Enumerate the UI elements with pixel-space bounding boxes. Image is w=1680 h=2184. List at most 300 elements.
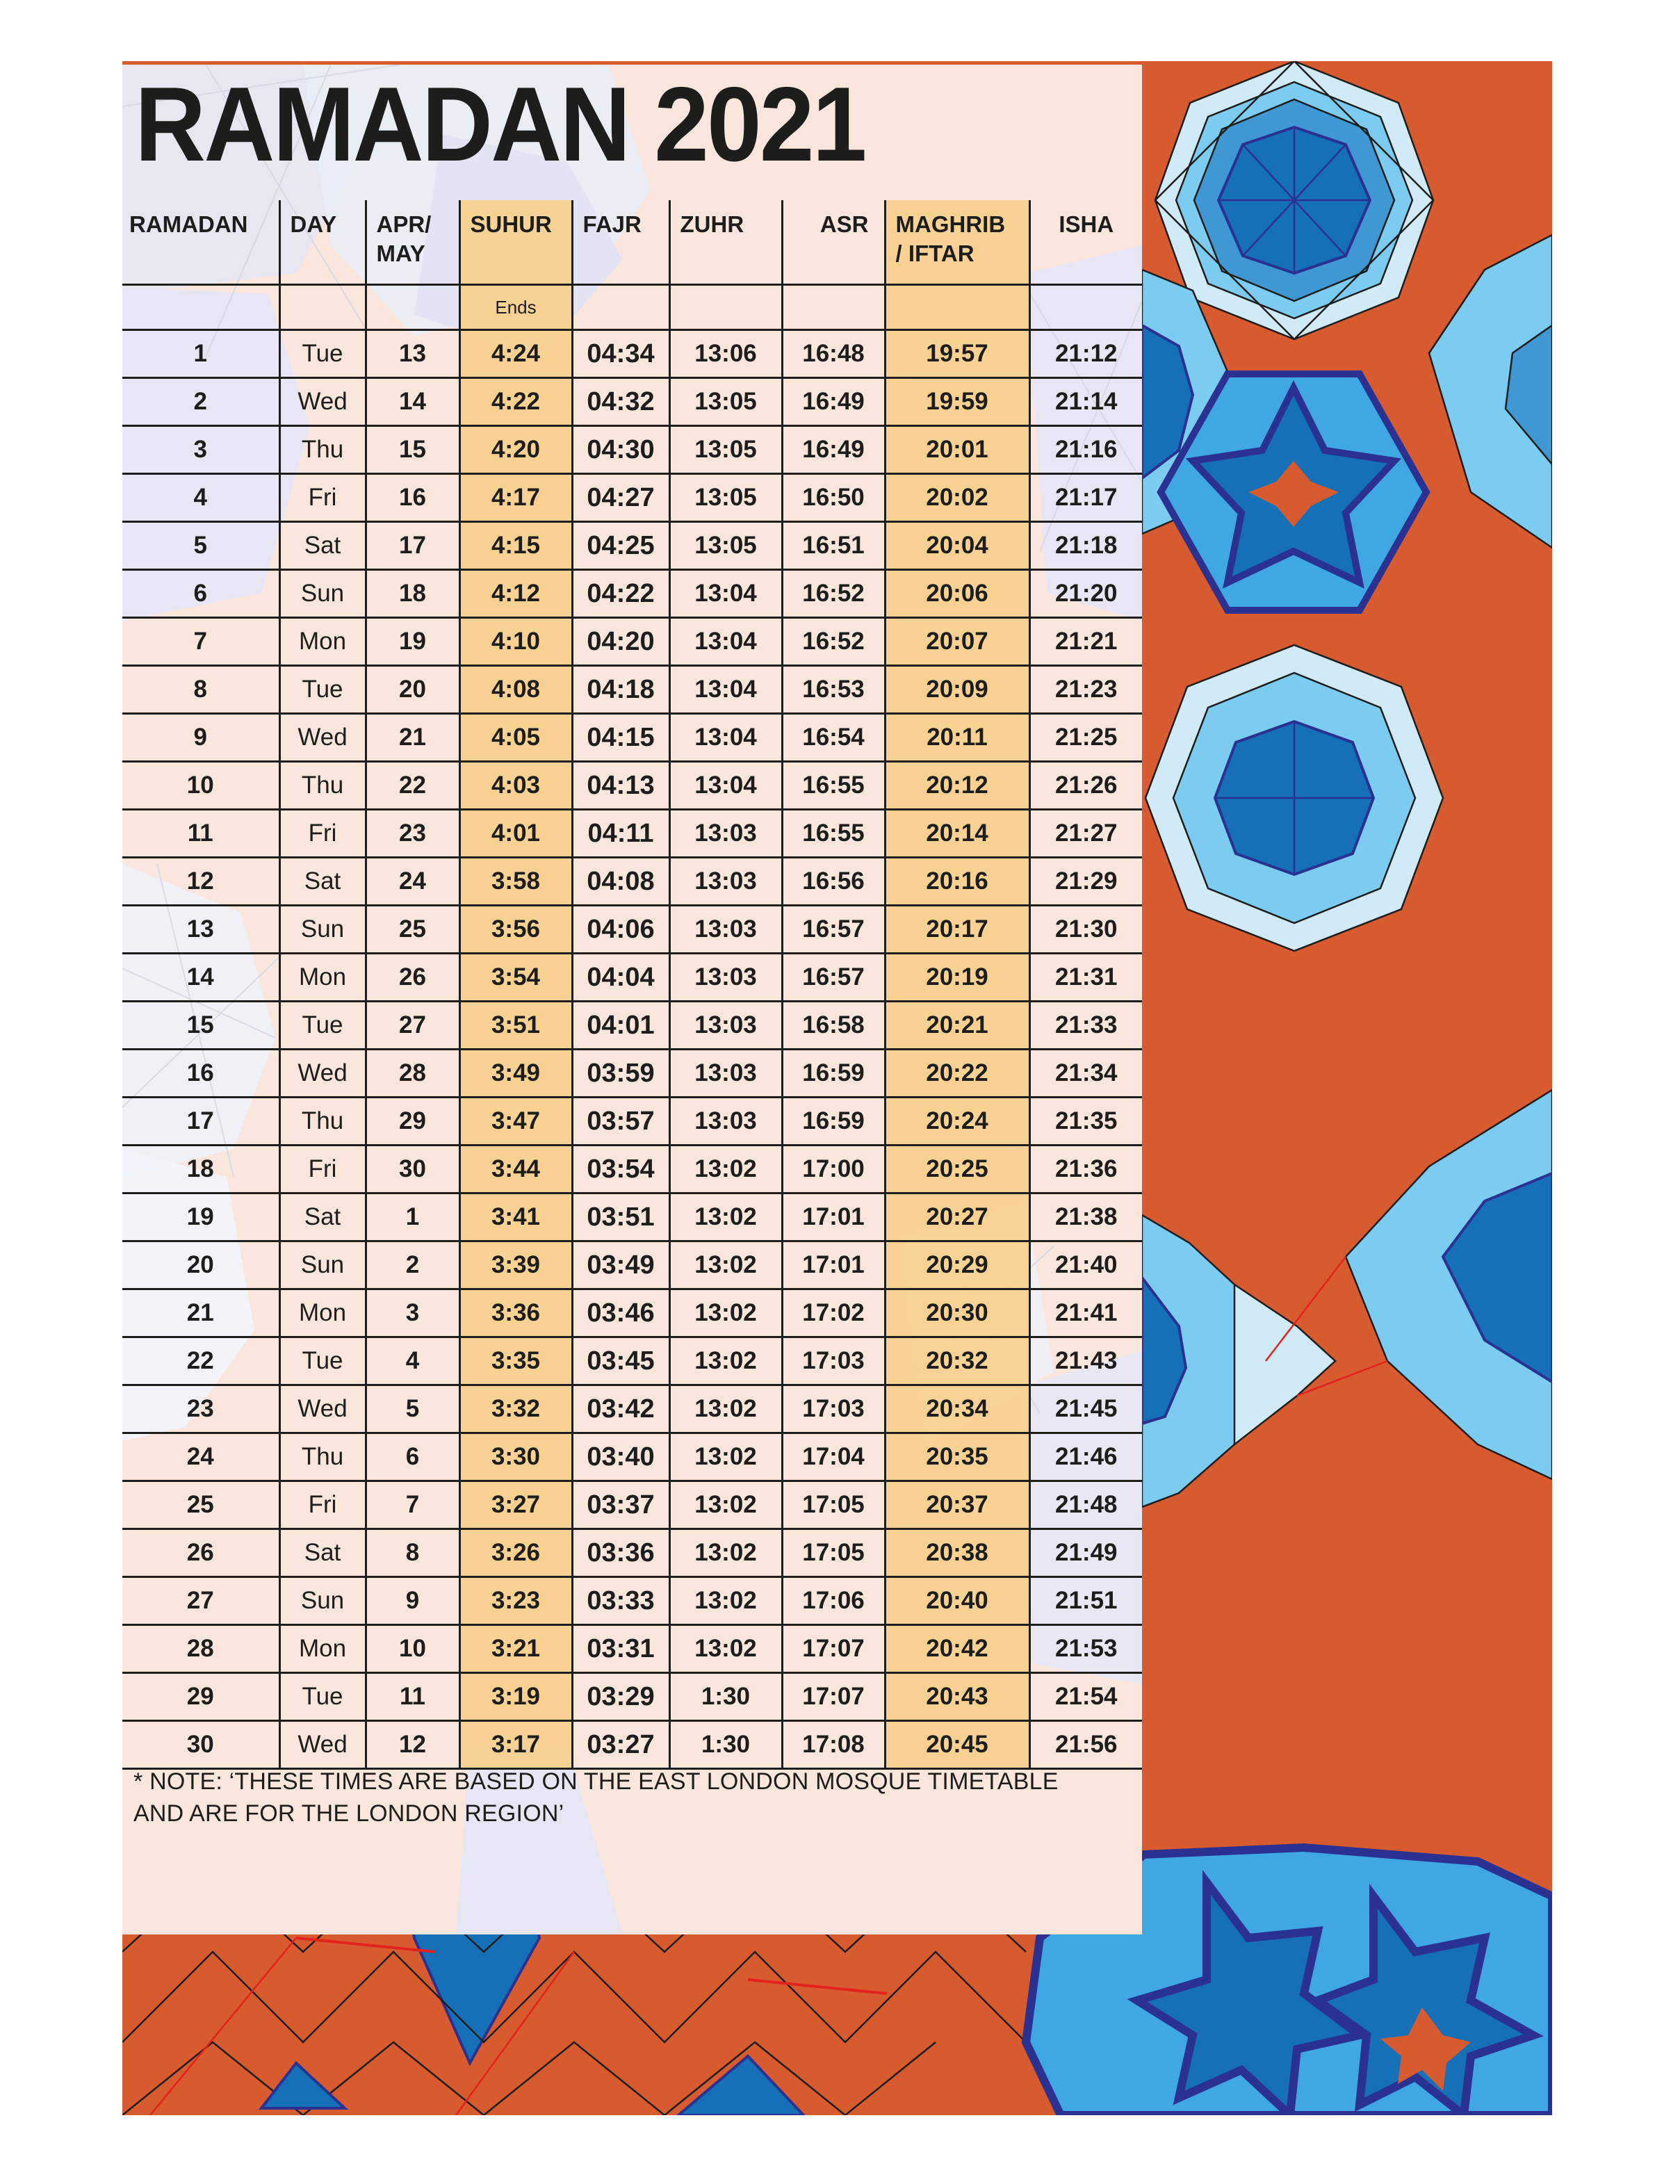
date-cell: 28 <box>366 1050 459 1098</box>
asr-time-cell: 16:53 <box>782 666 885 714</box>
suhur-ends-label: Ends <box>459 285 572 330</box>
weekday-cell: Sat <box>279 1529 366 1577</box>
header-maghrib-iftar <box>885 200 1029 285</box>
timetable-body <box>122 330 1142 1769</box>
zuhr-time-cell: 13:02 <box>669 1433 782 1481</box>
weekday-cell: Fri <box>279 474 366 522</box>
ramadan-day-cell: 11 <box>122 810 279 858</box>
ramadan-day-cell: 19 <box>122 1193 279 1241</box>
isha-time-cell: 21:29 <box>1029 858 1142 906</box>
weekday-cell: Wed <box>279 1050 366 1098</box>
weekday-cell: Tue <box>279 1002 366 1050</box>
asr-time-cell: 17:08 <box>782 1721 885 1769</box>
zuhr-time-cell: 13:03 <box>669 1098 782 1146</box>
ramadan-day-cell: 8 <box>122 666 279 714</box>
isha-time-cell: 21:26 <box>1029 762 1142 810</box>
asr-time-cell: 16:57 <box>782 906 885 954</box>
isha-time-cell: 21:46 <box>1029 1433 1142 1481</box>
fajr-time-cell: 03:42 <box>572 1385 669 1433</box>
maghrib-iftar-time-cell: 20:43 <box>885 1673 1029 1721</box>
weekday-cell: Sun <box>279 1241 366 1289</box>
suhur-time-cell: 4:03 <box>459 762 572 810</box>
fajr-time-cell: 04:22 <box>572 570 669 618</box>
zuhr-time-cell: 13:04 <box>669 714 782 762</box>
weekday-cell: Fri <box>279 810 366 858</box>
table-row <box>122 1337 1142 1385</box>
ramadan-day-cell: 10 <box>122 762 279 810</box>
suhur-time-cell: 4:01 <box>459 810 572 858</box>
maghrib-iftar-time-cell: 20:25 <box>885 1146 1029 1193</box>
date-cell: 5 <box>366 1385 459 1433</box>
ramadan-day-cell: 21 <box>122 1289 279 1337</box>
date-cell: 7 <box>366 1481 459 1529</box>
date-cell: 19 <box>366 618 459 666</box>
asr-time-cell: 16:55 <box>782 762 885 810</box>
footnote-line2: AND ARE FOR THE LONDON REGION’ <box>133 1800 564 1827</box>
ramadan-day-cell: 13 <box>122 906 279 954</box>
date-cell: 24 <box>366 858 459 906</box>
isha-time-cell: 21:49 <box>1029 1529 1142 1577</box>
table-row <box>122 330 1142 378</box>
ramadan-day-cell: 25 <box>122 1481 279 1529</box>
asr-time-cell: 17:04 <box>782 1433 885 1481</box>
asr-time-cell: 17:05 <box>782 1481 885 1529</box>
fajr-time-cell: 03:45 <box>572 1337 669 1385</box>
isha-time-cell: 21:54 <box>1029 1673 1142 1721</box>
maghrib-iftar-time-cell: 20:42 <box>885 1625 1029 1673</box>
rosette-top <box>1155 61 1433 339</box>
isha-time-cell: 21:53 <box>1029 1625 1142 1673</box>
asr-time-cell: 16:50 <box>782 474 885 522</box>
maghrib-iftar-time-cell: 20:24 <box>885 1098 1029 1146</box>
ramadan-day-cell: 26 <box>122 1529 279 1577</box>
zuhr-time-cell: 1:30 <box>669 1673 782 1721</box>
suhur-time-cell: 4:10 <box>459 618 572 666</box>
header-zuhr: ZUHR <box>669 200 782 285</box>
zuhr-time-cell: 13:02 <box>669 1193 782 1241</box>
table-row <box>122 1289 1142 1337</box>
isha-time-cell: 21:12 <box>1029 330 1142 378</box>
ramadan-day-cell: 30 <box>122 1721 279 1769</box>
header-maghrib-line2: / IFTAR <box>895 241 974 266</box>
weekday-cell: Sat <box>279 858 366 906</box>
date-cell: 1 <box>366 1193 459 1241</box>
suhur-time-cell: 3:30 <box>459 1433 572 1481</box>
fajr-time-cell: 04:11 <box>572 810 669 858</box>
maghrib-iftar-time-cell: 20:17 <box>885 906 1029 954</box>
table-row <box>122 954 1142 1002</box>
weekday-cell: Thu <box>279 1433 366 1481</box>
date-cell: 14 <box>366 378 459 426</box>
header-day: DAY <box>279 200 366 285</box>
footnote-line1: * NOTE: ‘THESE TIMES ARE BASED ON THE EAST LONDON MOSQUE TIMETABLE <box>133 1768 1059 1795</box>
footnote <box>133 1766 1134 1829</box>
header-date <box>366 200 459 285</box>
suhur-time-cell: 4:22 <box>459 378 572 426</box>
date-cell: 16 <box>366 474 459 522</box>
date-cell: 6 <box>366 1433 459 1481</box>
table-row <box>122 1625 1142 1673</box>
date-cell: 20 <box>366 666 459 714</box>
zuhr-time-cell: 13:03 <box>669 858 782 906</box>
table-row <box>122 1529 1142 1577</box>
asr-time-cell: 17:03 <box>782 1337 885 1385</box>
fajr-time-cell: 04:32 <box>572 378 669 426</box>
fajr-time-cell: 03:31 <box>572 1625 669 1673</box>
fajr-time-cell: 03:40 <box>572 1433 669 1481</box>
suhur-time-cell: 3:47 <box>459 1098 572 1146</box>
maghrib-iftar-time-cell: 20:04 <box>885 522 1029 570</box>
asr-time-cell: 16:51 <box>782 522 885 570</box>
maghrib-iftar-time-cell: 20:06 <box>885 570 1029 618</box>
weekday-cell: Sun <box>279 570 366 618</box>
fajr-time-cell: 03:54 <box>572 1146 669 1193</box>
date-cell: 9 <box>366 1577 459 1625</box>
date-cell: 18 <box>366 570 459 618</box>
asr-time-cell: 16:52 <box>782 570 885 618</box>
table-row <box>122 522 1142 570</box>
maghrib-iftar-time-cell: 20:01 <box>885 426 1029 474</box>
table-row <box>122 1146 1142 1193</box>
fajr-time-cell: 04:34 <box>572 330 669 378</box>
isha-time-cell: 21:56 <box>1029 1721 1142 1769</box>
table-row <box>122 1433 1142 1481</box>
suhur-time-cell: 3:56 <box>459 906 572 954</box>
weekday-cell: Mon <box>279 618 366 666</box>
zuhr-time-cell: 13:02 <box>669 1577 782 1625</box>
suhur-time-cell: 3:19 <box>459 1673 572 1721</box>
zuhr-time-cell: 13:03 <box>669 954 782 1002</box>
suhur-time-cell: 3:51 <box>459 1002 572 1050</box>
header-row <box>122 200 1142 285</box>
subheader-cell <box>1029 285 1142 330</box>
isha-time-cell: 21:40 <box>1029 1241 1142 1289</box>
isha-time-cell: 21:21 <box>1029 618 1142 666</box>
zuhr-time-cell: 1:30 <box>669 1721 782 1769</box>
maghrib-iftar-time-cell: 20:16 <box>885 858 1029 906</box>
table-row <box>122 858 1142 906</box>
zuhr-time-cell: 13:03 <box>669 810 782 858</box>
fajr-time-cell: 03:36 <box>572 1529 669 1577</box>
subheader-cell <box>669 285 782 330</box>
table-row <box>122 762 1142 810</box>
fajr-time-cell: 04:08 <box>572 858 669 906</box>
weekday-cell: Sun <box>279 1577 366 1625</box>
fajr-time-cell: 04:20 <box>572 618 669 666</box>
weekday-cell: Fri <box>279 1481 366 1529</box>
subheader-cell <box>572 285 669 330</box>
date-cell: 3 <box>366 1289 459 1337</box>
zuhr-time-cell: 13:05 <box>669 426 782 474</box>
table-row <box>122 1193 1142 1241</box>
asr-time-cell: 17:07 <box>782 1625 885 1673</box>
weekday-cell: Mon <box>279 1625 366 1673</box>
asr-time-cell: 16:48 <box>782 330 885 378</box>
ramadan-day-cell: 1 <box>122 330 279 378</box>
zuhr-time-cell: 13:04 <box>669 762 782 810</box>
maghrib-iftar-time-cell: 20:37 <box>885 1481 1029 1529</box>
maghrib-iftar-time-cell: 20:14 <box>885 810 1029 858</box>
ramadan-day-cell: 3 <box>122 426 279 474</box>
header-fajr: FAJR <box>572 200 669 285</box>
zuhr-time-cell: 13:04 <box>669 618 782 666</box>
fajr-time-cell: 04:27 <box>572 474 669 522</box>
fajr-time-cell: 03:37 <box>572 1481 669 1529</box>
asr-time-cell: 17:07 <box>782 1673 885 1721</box>
asr-time-cell: 16:54 <box>782 714 885 762</box>
asr-time-cell: 16:59 <box>782 1098 885 1146</box>
weekday-cell: Tue <box>279 1673 366 1721</box>
header-date-line2: MAY <box>376 241 425 266</box>
table-row <box>122 1385 1142 1433</box>
page-title: RAMADAN 2021 <box>135 65 865 184</box>
fajr-time-cell: 04:30 <box>572 426 669 474</box>
date-cell: 10 <box>366 1625 459 1673</box>
fajr-time-cell: 03:46 <box>572 1289 669 1337</box>
suhur-time-cell: 3:17 <box>459 1721 572 1769</box>
header-isha: ISHA <box>1029 200 1142 285</box>
fajr-time-cell: 03:33 <box>572 1577 669 1625</box>
maghrib-iftar-time-cell: 20:30 <box>885 1289 1029 1337</box>
date-cell: 4 <box>366 1337 459 1385</box>
date-cell: 23 <box>366 810 459 858</box>
suhur-time-cell: 3:26 <box>459 1529 572 1577</box>
suhur-time-cell: 3:35 <box>459 1337 572 1385</box>
weekday-cell: Thu <box>279 1098 366 1146</box>
maghrib-iftar-time-cell: 20:32 <box>885 1337 1029 1385</box>
date-cell: 17 <box>366 522 459 570</box>
asr-time-cell: 16:58 <box>782 1002 885 1050</box>
table-row <box>122 810 1142 858</box>
ramadan-day-cell: 12 <box>122 858 279 906</box>
ramadan-day-cell: 22 <box>122 1337 279 1385</box>
suhur-time-cell: 3:39 <box>459 1241 572 1289</box>
asr-time-cell: 17:01 <box>782 1241 885 1289</box>
date-cell: 30 <box>366 1146 459 1193</box>
date-cell: 21 <box>366 714 459 762</box>
ramadan-day-cell: 9 <box>122 714 279 762</box>
fajr-time-cell: 03:57 <box>572 1098 669 1146</box>
timetable-panel <box>122 65 1142 1934</box>
table-row <box>122 1241 1142 1289</box>
table-row <box>122 1577 1142 1625</box>
zuhr-time-cell: 13:05 <box>669 378 782 426</box>
weekday-cell: Wed <box>279 1385 366 1433</box>
ramadan-day-cell: 7 <box>122 618 279 666</box>
maghrib-iftar-time-cell: 20:34 <box>885 1385 1029 1433</box>
isha-time-cell: 21:33 <box>1029 1002 1142 1050</box>
rosette-middle <box>1145 645 1443 951</box>
zuhr-time-cell: 13:03 <box>669 1050 782 1098</box>
suhur-time-cell: 4:12 <box>459 570 572 618</box>
table-row <box>122 1050 1142 1098</box>
asr-time-cell: 17:02 <box>782 1289 885 1337</box>
subheader-cell <box>122 285 279 330</box>
zuhr-time-cell: 13:05 <box>669 522 782 570</box>
isha-time-cell: 21:18 <box>1029 522 1142 570</box>
zuhr-time-cell: 13:04 <box>669 666 782 714</box>
fajr-time-cell: 03:29 <box>572 1673 669 1721</box>
isha-time-cell: 21:43 <box>1029 1337 1142 1385</box>
isha-time-cell: 21:38 <box>1029 1193 1142 1241</box>
fajr-time-cell: 04:04 <box>572 954 669 1002</box>
date-cell: 22 <box>366 762 459 810</box>
asr-time-cell: 17:05 <box>782 1529 885 1577</box>
suhur-time-cell: 4:15 <box>459 522 572 570</box>
isha-time-cell: 21:17 <box>1029 474 1142 522</box>
isha-time-cell: 21:45 <box>1029 1385 1142 1433</box>
asr-time-cell: 17:06 <box>782 1577 885 1625</box>
isha-time-cell: 21:31 <box>1029 954 1142 1002</box>
weekday-cell: Thu <box>279 762 366 810</box>
date-cell: 25 <box>366 906 459 954</box>
ramadan-day-cell: 20 <box>122 1241 279 1289</box>
weekday-cell: Wed <box>279 1721 366 1769</box>
asr-time-cell: 16:57 <box>782 954 885 1002</box>
table-row <box>122 474 1142 522</box>
date-cell: 13 <box>366 330 459 378</box>
subheader-cell <box>366 285 459 330</box>
date-cell: 26 <box>366 954 459 1002</box>
suhur-time-cell: 3:41 <box>459 1193 572 1241</box>
suhur-time-cell: 4:05 <box>459 714 572 762</box>
zuhr-time-cell: 13:02 <box>669 1146 782 1193</box>
fajr-time-cell: 04:06 <box>572 906 669 954</box>
maghrib-iftar-time-cell: 20:35 <box>885 1433 1029 1481</box>
suhur-time-cell: 4:20 <box>459 426 572 474</box>
asr-time-cell: 17:01 <box>782 1193 885 1241</box>
zuhr-time-cell: 13:02 <box>669 1289 782 1337</box>
isha-time-cell: 21:27 <box>1029 810 1142 858</box>
isha-time-cell: 21:36 <box>1029 1146 1142 1193</box>
asr-time-cell: 16:55 <box>782 810 885 858</box>
ramadan-day-cell: 15 <box>122 1002 279 1050</box>
fajr-time-cell: 04:13 <box>572 762 669 810</box>
fajr-time-cell: 03:51 <box>572 1193 669 1241</box>
date-cell: 27 <box>366 1002 459 1050</box>
suhur-time-cell: 3:23 <box>459 1577 572 1625</box>
fajr-time-cell: 03:49 <box>572 1241 669 1289</box>
header-date-line1: APR/ <box>376 211 432 237</box>
zuhr-time-cell: 13:02 <box>669 1529 782 1577</box>
maghrib-iftar-time-cell: 20:45 <box>885 1721 1029 1769</box>
suhur-time-cell: 3:54 <box>459 954 572 1002</box>
isha-time-cell: 21:25 <box>1029 714 1142 762</box>
subheader-row <box>122 285 1142 330</box>
isha-time-cell: 21:35 <box>1029 1098 1142 1146</box>
maghrib-iftar-time-cell: 20:29 <box>885 1241 1029 1289</box>
date-cell: 12 <box>366 1721 459 1769</box>
weekday-cell: Tue <box>279 666 366 714</box>
suhur-time-cell: 3:32 <box>459 1385 572 1433</box>
asr-time-cell: 16:56 <box>782 858 885 906</box>
isha-time-cell: 21:51 <box>1029 1577 1142 1625</box>
isha-time-cell: 21:30 <box>1029 906 1142 954</box>
zuhr-time-cell: 13:02 <box>669 1625 782 1673</box>
rosette-right-partial <box>1429 235 1552 548</box>
subheader-cell <box>885 285 1029 330</box>
table-row <box>122 714 1142 762</box>
maghrib-iftar-time-cell: 20:07 <box>885 618 1029 666</box>
suhur-time-cell: 3:44 <box>459 1146 572 1193</box>
zuhr-time-cell: 13:03 <box>669 1002 782 1050</box>
fajr-time-cell: 04:25 <box>572 522 669 570</box>
maghrib-iftar-time-cell: 20:22 <box>885 1050 1029 1098</box>
weekday-cell: Fri <box>279 1146 366 1193</box>
maghrib-iftar-time-cell: 19:57 <box>885 330 1029 378</box>
table-row <box>122 666 1142 714</box>
rosette-lower-right <box>1142 1090 1552 1507</box>
zuhr-time-cell: 13:02 <box>669 1337 782 1385</box>
fajr-time-cell: 03:59 <box>572 1050 669 1098</box>
table-row <box>122 378 1142 426</box>
asr-time-cell: 16:49 <box>782 426 885 474</box>
isha-time-cell: 21:48 <box>1029 1481 1142 1529</box>
suhur-time-cell: 3:58 <box>459 858 572 906</box>
subheader-cell <box>279 285 366 330</box>
zuhr-time-cell: 13:02 <box>669 1481 782 1529</box>
maghrib-iftar-time-cell: 20:11 <box>885 714 1029 762</box>
weekday-cell: Wed <box>279 378 366 426</box>
zuhr-time-cell: 13:03 <box>669 906 782 954</box>
ramadan-day-cell: 17 <box>122 1098 279 1146</box>
suhur-time-cell: 3:21 <box>459 1625 572 1673</box>
weekday-cell: Sat <box>279 1193 366 1241</box>
table-row <box>122 1721 1142 1769</box>
table-row <box>122 1673 1142 1721</box>
header-ramadan: RAMADAN <box>122 200 279 285</box>
asr-time-cell: 16:52 <box>782 618 885 666</box>
weekday-cell: Tue <box>279 1337 366 1385</box>
subheader-cell <box>782 285 885 330</box>
ramadan-day-cell: 24 <box>122 1433 279 1481</box>
ramadan-day-cell: 2 <box>122 378 279 426</box>
suhur-time-cell: 4:24 <box>459 330 572 378</box>
table-row <box>122 618 1142 666</box>
table-row <box>122 1098 1142 1146</box>
isha-time-cell: 21:14 <box>1029 378 1142 426</box>
fajr-time-cell: 04:18 <box>572 666 669 714</box>
suhur-time-cell: 3:49 <box>459 1050 572 1098</box>
fajr-time-cell: 04:01 <box>572 1002 669 1050</box>
table-row <box>122 426 1142 474</box>
asr-time-cell: 16:59 <box>782 1050 885 1098</box>
fajr-time-cell: 04:15 <box>572 714 669 762</box>
asr-time-cell: 16:49 <box>782 378 885 426</box>
table-row <box>122 1481 1142 1529</box>
weekday-cell: Sun <box>279 906 366 954</box>
zuhr-time-cell: 13:02 <box>669 1241 782 1289</box>
maghrib-iftar-time-cell: 20:40 <box>885 1577 1029 1625</box>
isha-time-cell: 21:41 <box>1029 1289 1142 1337</box>
isha-time-cell: 21:34 <box>1029 1050 1142 1098</box>
weekday-cell: Mon <box>279 954 366 1002</box>
weekday-cell: Mon <box>279 1289 366 1337</box>
date-cell: 15 <box>366 426 459 474</box>
asr-time-cell: 17:03 <box>782 1385 885 1433</box>
header-suhur: SUHUR <box>459 200 572 285</box>
table-row <box>122 570 1142 618</box>
isha-time-cell: 21:20 <box>1029 570 1142 618</box>
ramadan-day-cell: 16 <box>122 1050 279 1098</box>
isha-time-cell: 21:16 <box>1029 426 1142 474</box>
suhur-time-cell: 4:17 <box>459 474 572 522</box>
zuhr-time-cell: 13:06 <box>669 330 782 378</box>
ramadan-day-cell: 4 <box>122 474 279 522</box>
suhur-time-cell: 3:27 <box>459 1481 572 1529</box>
weekday-cell: Thu <box>279 426 366 474</box>
maghrib-iftar-time-cell: 19:59 <box>885 378 1029 426</box>
